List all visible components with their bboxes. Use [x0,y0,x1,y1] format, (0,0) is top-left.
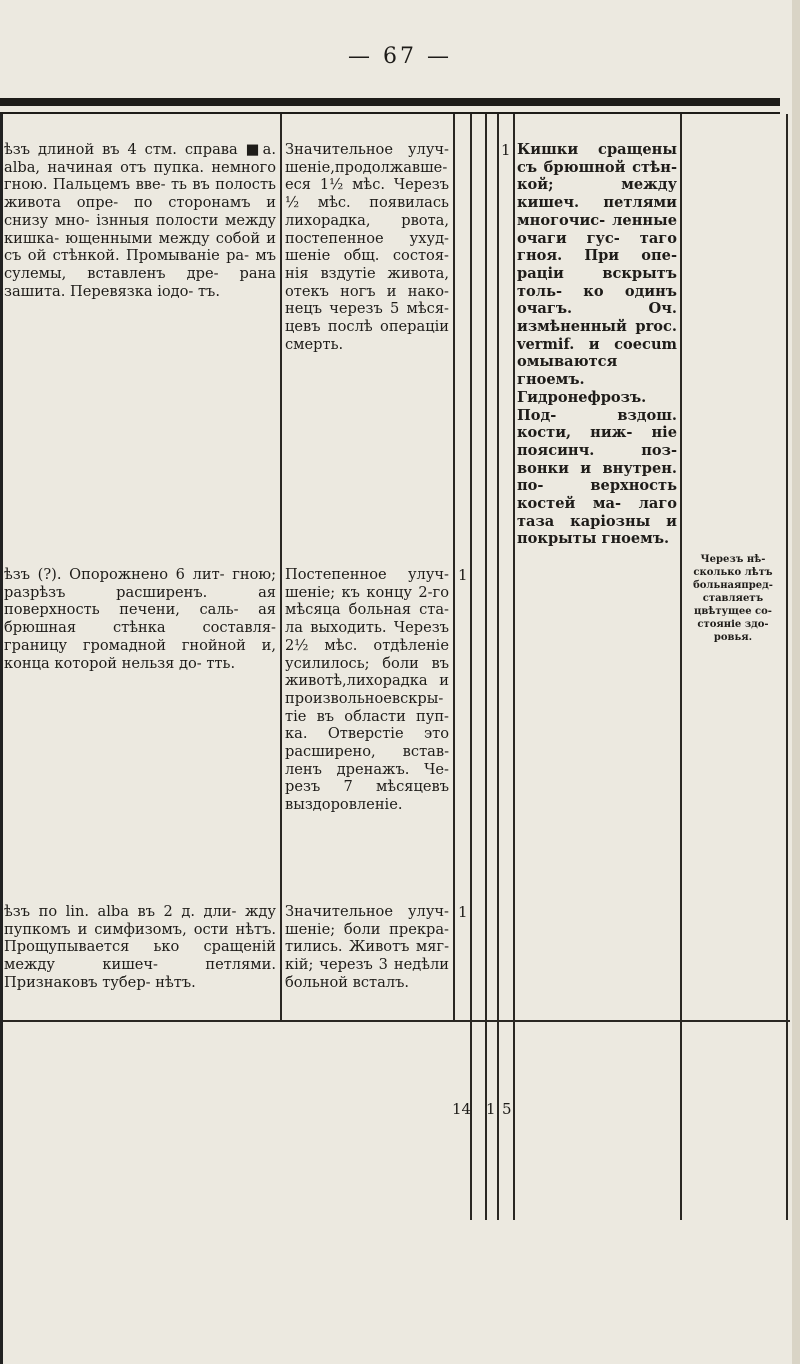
total-c: 5 [502,1100,512,1118]
row-3-count: 1 [458,903,468,921]
left-edge-mark [0,114,3,1364]
column-divider [485,114,487,1220]
row-2-course: Постепенное улуч- шеніе; къ концу 2-го мѣсяца больная ста- ла выходить. Черезъ 2½ мѣс. отдѣленіе усилилось; боли въ животѣ,лихорадка и произвольноевскры- тіе въ области пуп- ка. Отверстіе это расширено, встав- ленъ дренажъ. Че- резъ 7 мѣсяцевъ выздоровленіе. [285,566,449,814]
row-1-course: Значительное улуч- шеніе,продолжавше- еся 1½ мѣс. Черезъ ½ мѣс. появилась лихорадка, рвота, постепенное ухуд- шеніе общ. состоя- нія вздутіе живота, отекъ ногъ и нако- нецъ черезъ 5 мѣся- цевъ послѣ операціи смерть. [285,141,449,353]
row-2-count: 1 [458,566,468,584]
total-a: 14 [452,1100,472,1118]
column-divider [680,114,682,1220]
total-b: 1 [486,1100,496,1118]
row-2-description: ѣзъ (?). Опорожнено 6 лит- гною; разрѣзъ расширенъ. ая поверхность печени, саль- ая брюшная стѣнка составля- границу громадной гнойной и, конца которой нельзя до- тть. [4,566,276,672]
header-rule-thin [0,112,780,114]
column-divider [470,114,472,1220]
table-bottom-rule [0,1020,790,1022]
header-rule [0,98,780,106]
row-3-course: Значительное улуч- шеніе; боли прекра- тились. Животъ мяг- кій; черезъ 3 недѣли больной всталъ. [285,903,449,991]
column-divider [497,114,499,1220]
column-divider [280,114,282,1021]
page-number: — 67 — [348,44,452,69]
row-1-autopsy: Кишки сращены съ брюшной стѣн- кой; между кишеч. петлями многочис- ленные очаги гус- таго гноя. При опе- раціи вскрытъ толь- ко одинъ очагъ. Оч. измѣненный proc. vermif. и coecum омываются гноемъ. Гидронефрозъ. Под- вздош. кости, ниж- ніе поясинч. поз- вонки и внутрен. по- верхность костей ма- лаго таза каріозны и покрыты гноемъ. [517,141,677,548]
column-divider [453,114,455,1021]
column-divider [786,114,788,1220]
row-1-count: 1 [501,141,511,159]
column-divider [513,114,515,1220]
right-edge-shadow [792,0,800,1364]
row-1-description: ѣзъ длиной въ 4 стм. справа ■a. alba, начиная отъ пупка. немного гною. Пальцемъ вве- ть въ полость живота опре- по сторонамъ и снизу мно- ізнныя полости между кишка- ющенными между собой и съ ой стѣнкой. Промываніе ра- мъ сулемы, вставленъ дре- рана зашита. Перевязка іодо- тъ. [4,141,276,300]
row-3-description: ѣзъ по lin. alba въ 2 д. дли- жду пупкомъ и симфизомъ, ости нѣтъ. Прощупывается ько сращеній между кишеч- петлями. Признаковъ тубер- нѣтъ. [4,903,276,991]
row-2-note: Черезъ нѣ- сколько лѣтъ больнаяпред- ставляетъ цвѣтущее со- стояніе здо- ровья. [693,554,773,643]
